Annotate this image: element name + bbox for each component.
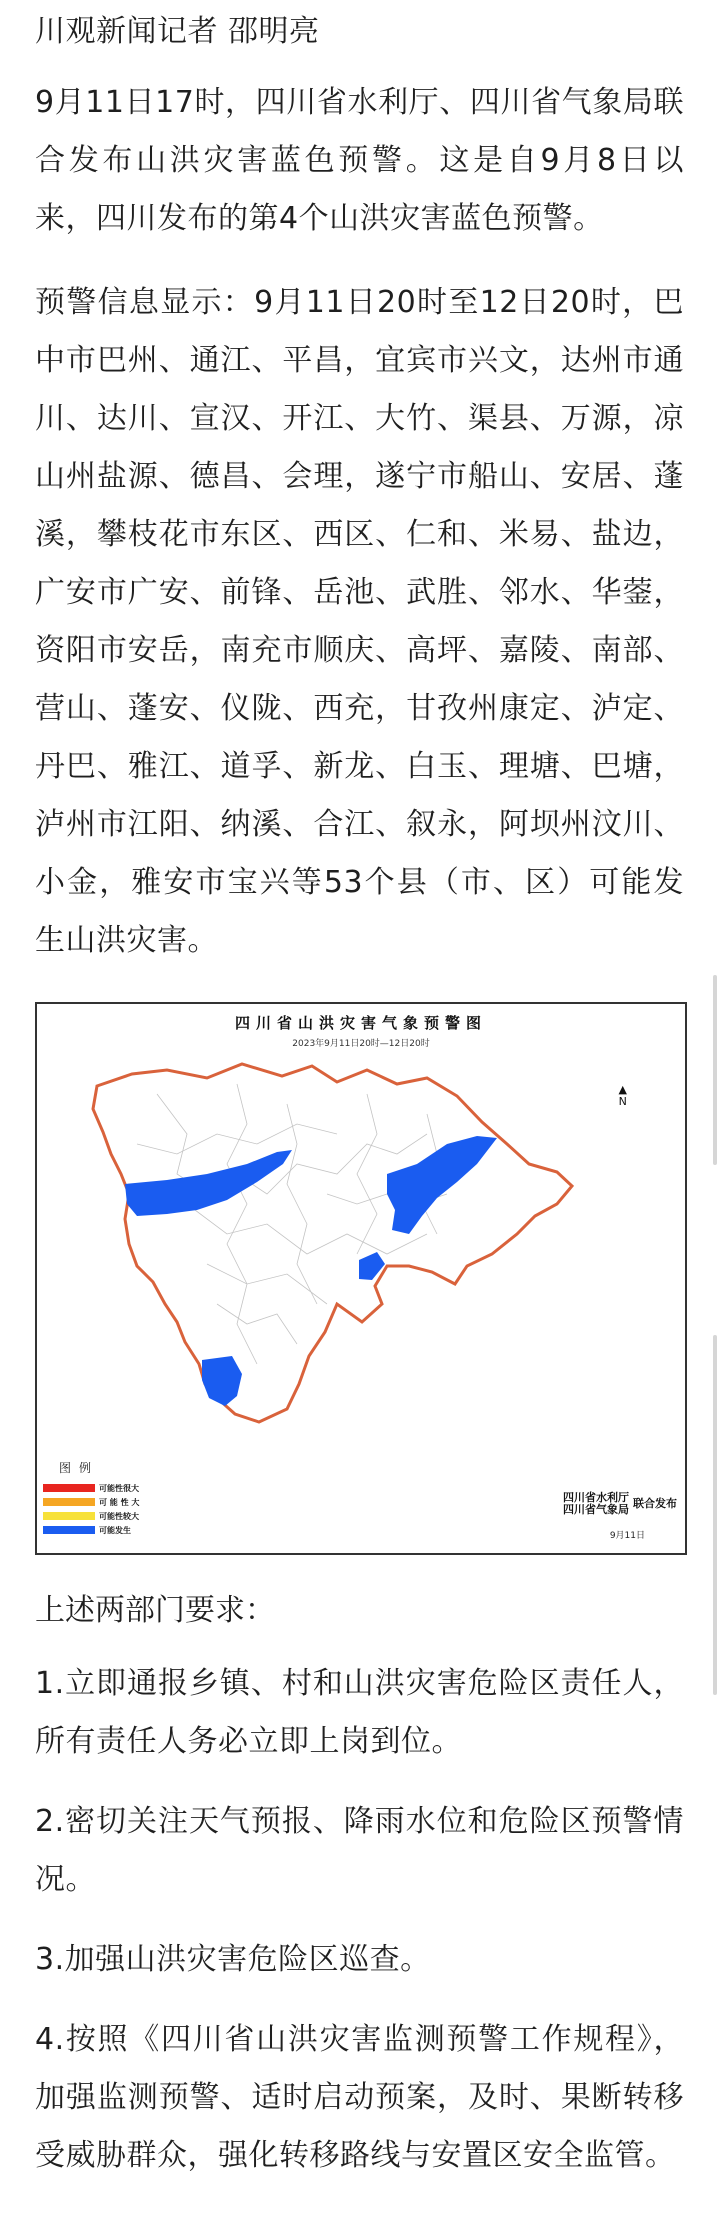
legend-swatch-orange <box>43 1498 95 1506</box>
map-title: 四川省山洪灾害气象预警图 <box>234 1014 487 1032</box>
requirement-3: 3.加强山洪灾害危险区巡查。 <box>35 1942 431 1977</box>
requirements-title: 上述两部门要求： <box>35 1593 275 1628</box>
legend-row-high <box>43 1496 183 1508</box>
map-legend <box>43 1459 183 1538</box>
requirement-4: 4.按照《四川省山洪灾害监测预警工作规程》，加强监测预警、适时启动预案，及时、果断转移受威胁群众，强化转移路线与安置区安全监管。 <box>35 2022 684 2173</box>
map-subtitle: 2023年9月11日20时—12日20时 <box>292 1039 430 1049</box>
legend-title: 图例 <box>59 1461 100 1475</box>
north-arrow-icon: ▲ N <box>618 1083 627 1108</box>
paragraph-warning-areas: 预警信息显示：9月11日20时至12日20时，巴中市巴州、通江、平昌，宜宾市兴文，达州市通川、达川、宣汉、开江、大竹、渠县、万源，凉山州盐源、德昌、会理，遂宁市船山、安居、蓬溪，攀枝花市东区、西区、仁和、米易、盐边，广安市广安、前锋、岳池、武胜、邻水、华蓥，资阳市安岳，南充市顺庆、高坪、嘉陵、南部、营山、蓬安、仪陇、西充，甘孜州康定、泸定、丹巴、雅江、道孚、新龙、白玉、理塘、巴塘，泸州市江阳、纳溪、合江、叙永，阿坝州汶川、小金，雅安市宝兴等53个县（市、区）可能发生山洪灾害。 <box>35 285 684 958</box>
north-label: N <box>618 1095 627 1108</box>
issuer-suffix: 联合发布 <box>633 1497 677 1510</box>
paragraph-announcement: 9月11日17时，四川省水利厅、四川省气象局联合发布山洪灾害蓝色预警。这是自9月8日以来，四川发布的第4个山洪灾害蓝色预警。 <box>35 85 684 236</box>
legend-label: 可能性较大 <box>99 1511 139 1521</box>
legend-swatch-red <box>43 1484 95 1492</box>
scrollbar-upper[interactable] <box>713 975 717 1165</box>
map-issuer <box>563 1492 677 1516</box>
legend-swatch-blue <box>43 1526 95 1534</box>
legend-row-very-high <box>43 1482 183 1494</box>
legend-label: 可能发生 <box>99 1525 131 1535</box>
map-issue-date: 9月11日 <box>609 1531 645 1541</box>
legend-label: 可能性很大 <box>99 1483 139 1493</box>
legend-label: 可 能 性 大 <box>99 1497 140 1507</box>
province-outline <box>93 1064 572 1422</box>
requirement-2: 2.密切关注天气预报、降雨水位和危险区预警情况。 <box>35 1804 684 1897</box>
warning-map-figure[interactable] <box>35 1002 687 1555</box>
legend-swatch-yellow <box>43 1512 95 1520</box>
legend-row-fairly-high <box>43 1510 183 1522</box>
legend-row-possible <box>43 1524 183 1536</box>
scrollbar-lower[interactable] <box>713 1335 717 1695</box>
issuer-water-dept: 四川省水利厅 <box>563 1491 629 1504</box>
byline: 川观新闻记者 邵明亮 <box>35 14 320 49</box>
issuer-meteorology-bureau: 四川省气象局 <box>563 1503 629 1516</box>
requirement-1: 1.立即通报乡镇、村和山洪灾害危险区责任人，所有责任人务必立即上岗到位。 <box>35 1666 684 1759</box>
